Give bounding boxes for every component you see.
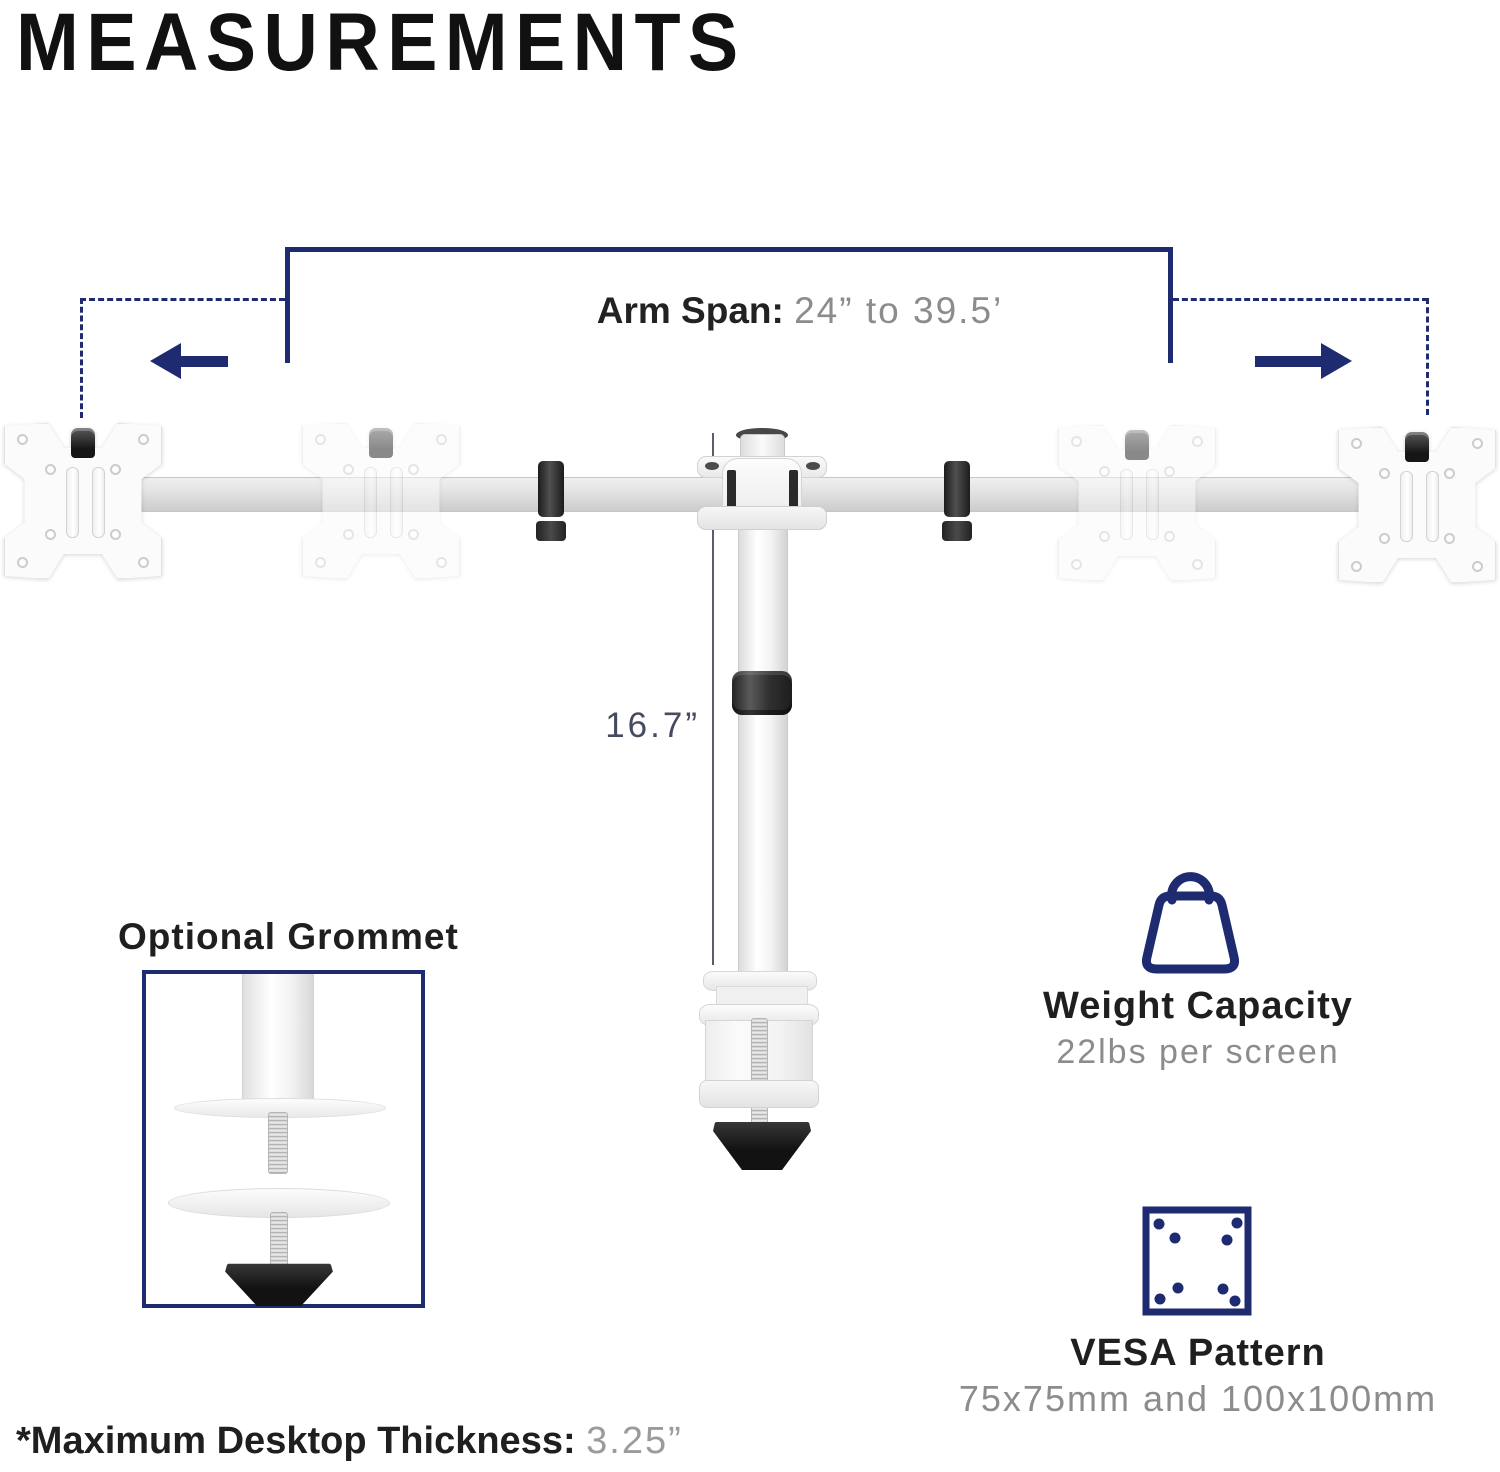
arm-span-label: Arm Span:: [596, 290, 784, 331]
vesa-hole: [110, 529, 121, 540]
vesa-plate-mid-right-ghost: [1058, 425, 1216, 581]
vesa-hole: [1379, 468, 1390, 479]
joint-flange-bottom: [697, 506, 827, 530]
vesa-slot: [1426, 471, 1439, 543]
weight-icon: [1130, 846, 1250, 978]
vesa-hole: [1164, 531, 1175, 542]
vesa-plate-far-right: [1338, 427, 1496, 583]
arrow-left-icon: [180, 356, 228, 367]
grommet-label: Optional Grommet: [118, 916, 459, 957]
cable-clip-foot: [536, 521, 566, 541]
clamp-lower-lip: [699, 1080, 819, 1108]
clamp-screw-rod: [751, 1018, 768, 1130]
grommet-pole: [242, 974, 314, 1106]
tilt-knob: [1405, 432, 1429, 462]
vesa-pattern-title: VESA Pattern: [1070, 1332, 1326, 1374]
vesa-slot: [1146, 469, 1159, 541]
arrow-right-icon: [1321, 343, 1352, 379]
tilt-knob: [1125, 430, 1149, 460]
vesa-hole: [343, 529, 354, 540]
vesa-slot: [66, 467, 79, 539]
vesa-hole: [408, 529, 419, 540]
tilt-knob: [369, 428, 393, 458]
dashed-extent-line-left: [80, 298, 285, 301]
grommet-inset-box: [142, 970, 425, 1308]
dashed-extent-line-right: [1173, 298, 1428, 301]
vesa-hole: [408, 464, 419, 475]
dashed-extent-line-right-drop: [1426, 298, 1429, 415]
dashed-extent-line-left-drop: [80, 298, 83, 418]
weight-capacity-value: 22lbs per screen: [1056, 1033, 1340, 1071]
vesa-hole: [1351, 438, 1362, 449]
vesa-hole: [343, 464, 354, 475]
vesa-hole: [1379, 533, 1390, 544]
grommet-tightening-knob: [224, 1262, 334, 1306]
arrow-left-icon: [150, 343, 181, 379]
pole-height-label: 16.7”: [605, 706, 700, 745]
vesa-plate-far-left: [4, 423, 162, 579]
footnote: [16, 1420, 683, 1463]
grommet-screw-rod: [270, 1212, 288, 1268]
vesa-hole: [1071, 559, 1082, 570]
vesa-slot: [1120, 469, 1133, 541]
grommet-screw-rod: [268, 1112, 288, 1174]
cable-clip-left: [538, 461, 564, 549]
vesa-hole: [45, 464, 56, 475]
vesa-slot: [92, 467, 105, 539]
cable-clip-bar: [944, 461, 970, 517]
cable-clip-right: [944, 461, 970, 549]
vesa-hole: [315, 434, 326, 445]
arrow-right-icon: [1255, 356, 1322, 367]
vesa-hole: [17, 434, 28, 445]
vesa-slot: [1400, 471, 1413, 543]
weight-capacity-title: Weight Capacity: [1043, 985, 1353, 1027]
vesa-hole: [45, 529, 56, 540]
cable-clip-bar: [538, 461, 564, 517]
vesa-hole: [17, 557, 28, 568]
vesa-slot: [390, 467, 403, 539]
cable-clip-foot: [942, 521, 972, 541]
vesa-hole: [315, 557, 326, 568]
flange-screw: [705, 462, 719, 470]
vesa-hole: [1164, 466, 1175, 477]
vesa-hole: [1071, 436, 1082, 447]
page-title: MEASUREMENTS: [16, 0, 746, 88]
footnote-value: 3.25”: [586, 1420, 683, 1462]
vesa-pattern-value: 75x75mm and 100x100mm: [958, 1378, 1438, 1419]
arm-span-value: 24” to 39.5’: [794, 290, 1004, 331]
height-adjustment-collar: [732, 671, 792, 715]
flange-screw: [806, 462, 820, 470]
vesa-hole: [1444, 468, 1455, 479]
vesa-plate-mid-left-ghost: [302, 423, 460, 579]
vesa-slot: [364, 467, 377, 539]
vesa-hole: [1099, 466, 1110, 477]
vesa-hole: [1351, 561, 1362, 572]
footnote-label: *Maximum Desktop Thickness:: [16, 1420, 576, 1462]
vesa-hole: [1099, 531, 1110, 542]
center-pole: [738, 520, 788, 982]
vesa-hole: [1444, 533, 1455, 544]
clamp-tightening-knob: [712, 1120, 812, 1170]
vesa-hole: [110, 464, 121, 475]
vesa-pattern-icon: [1142, 1206, 1252, 1316]
tilt-knob: [71, 428, 95, 458]
arm-span-annotation: [500, 290, 1100, 332]
